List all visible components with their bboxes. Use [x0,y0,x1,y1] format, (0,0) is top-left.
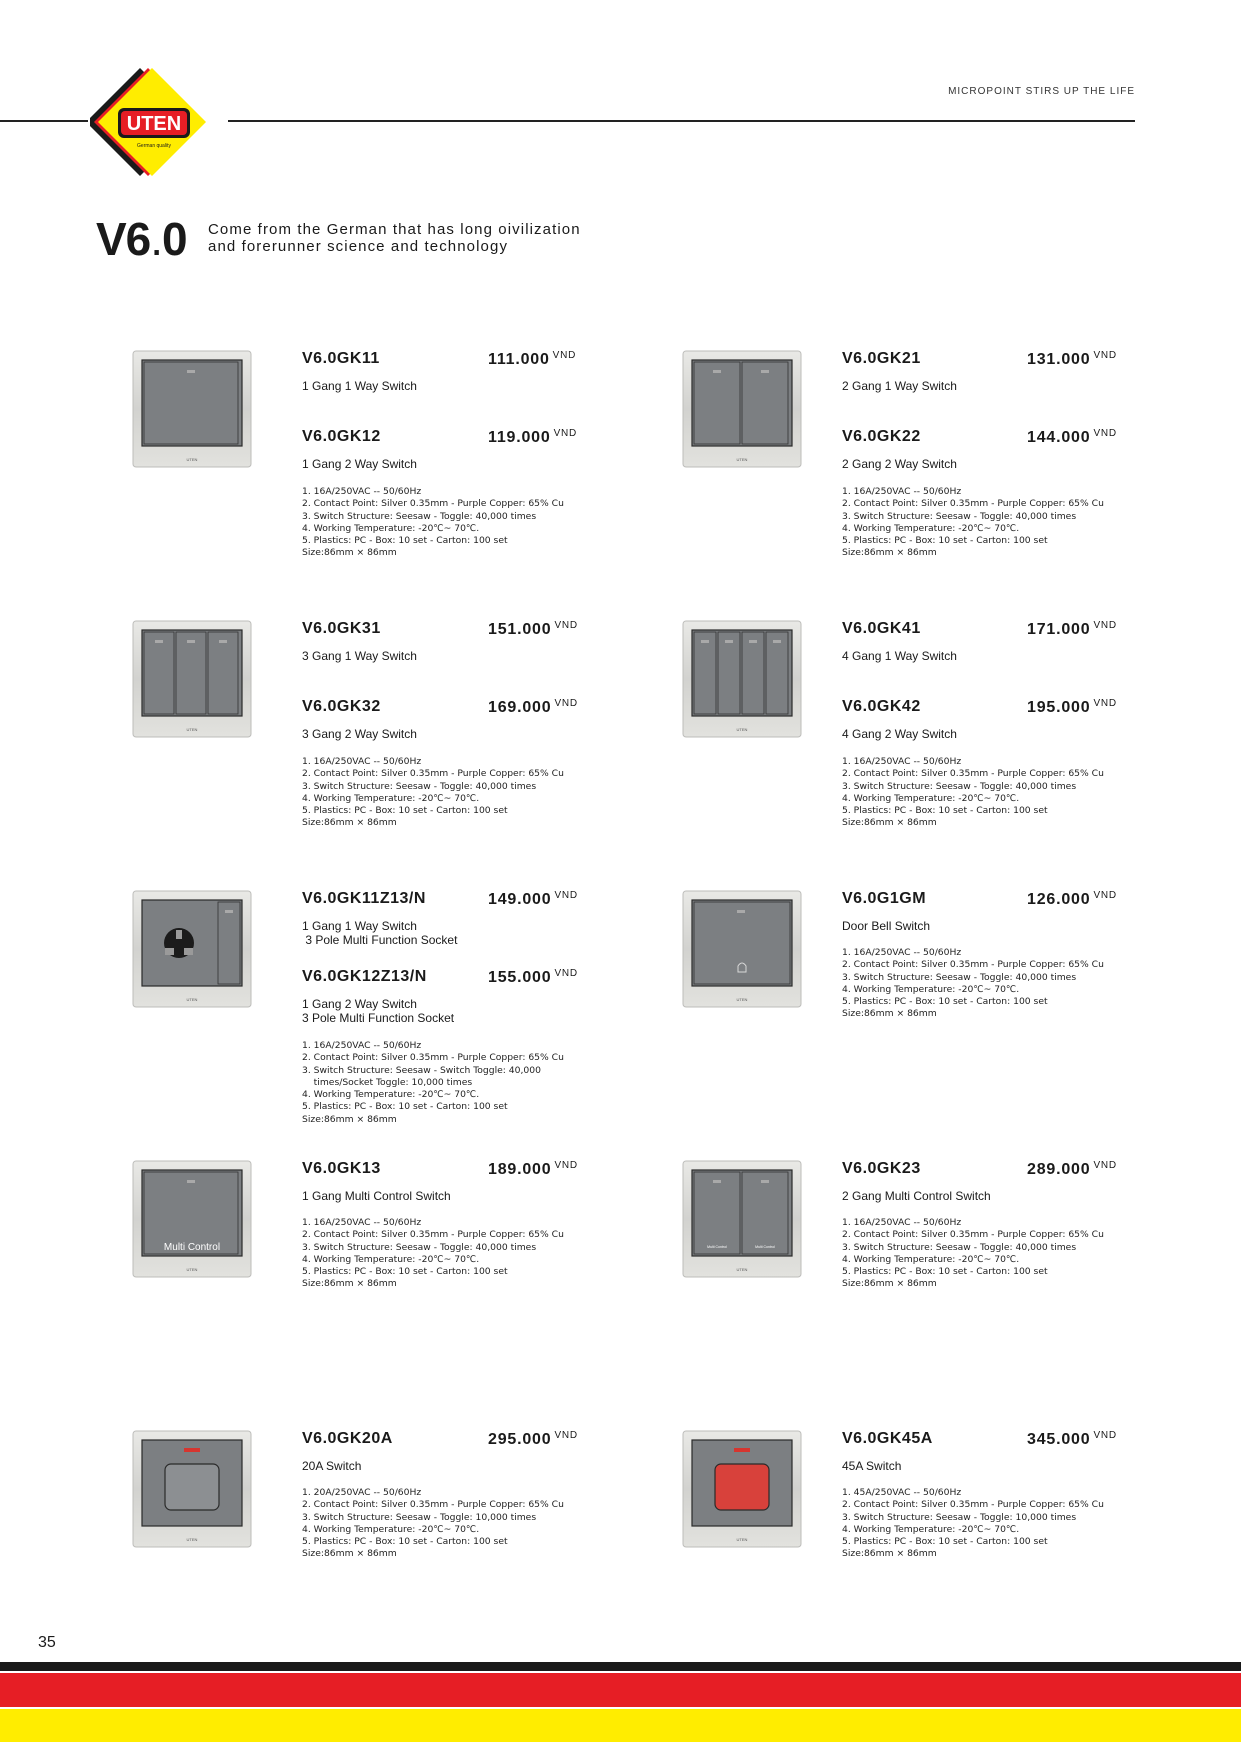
spec-line: 4. Working Temperature: -20℃~ 70℃. [302,522,480,534]
product-price: 131.000 $^{VND}$ [1027,350,1117,368]
page-number: 35 [38,1634,56,1651]
product-description: 2 Gang 1 Way Switch [842,379,957,393]
spec-line: 1. 16A/250VAC -- 50/60Hz [302,1040,422,1051]
svg-text:UTEN: UTEN [186,1537,198,1542]
product-price: 119.000 $^{VND}$ [488,428,578,446]
product-description: 4 Gang 2 Way Switch [842,727,957,741]
spec-line: Size:86mm × 86mm [302,547,397,559]
spec-list [842,756,1104,830]
spec-line: 3. Switch Structure: Seesaw - Toggle: 40,000 times [842,971,1077,983]
product-code: V6.0GK20A [302,1430,393,1447]
spec-list [302,1040,564,1126]
spec-line: Size:86mm × 86mm [842,817,937,829]
product-description: 3 Gang 1 Way Switch [302,649,417,663]
product-price: 111.000 $^{VND}$ [488,350,577,368]
spec-list [842,1487,1104,1561]
product-code: V6.0GK11 [302,350,380,367]
svg-text:UTEN: UTEN [186,727,198,732]
spec-line: 5. Plastics: PC - Box: 10 set - Carton: 100 set [842,996,1048,1008]
svg-text:UTEN: UTEN [186,457,198,462]
tagline: MICROPOINT STIRS UP THE LIFE [948,86,1135,97]
product-description: 2 Gang Multi Control Switch [842,1189,991,1203]
product-code: V6.0GK13 [302,1160,381,1177]
product-price: 151.000 $^{VND}$ [488,620,578,638]
spec-line: 1. 16A/250VAC -- 50/60Hz [842,947,962,958]
product-price: 144.000 $^{VND}$ [1027,428,1117,446]
spec-line: 2. Contact Point: Silver 0.35mm - Purple Copper: 65% Cu [302,498,564,510]
spec-line: times/Socket Toggle: 10,000 times [302,1076,473,1088]
spec-list [302,1217,564,1291]
product-code: V6.0GK12 [302,428,381,445]
product-group-multicontrol-1 [132,1160,578,1400]
spec-list [302,756,564,830]
product-description: 1 Gang 1 Way Switch [302,379,417,393]
product-price: 189.000 $^{VND}$ [488,1160,578,1178]
spec-list [842,1217,1104,1291]
spec-line: 2. Contact Point: Silver 0.35mm - Purple Copper: 65% Cu [842,1229,1104,1241]
spec-line: 3. Switch Structure: Seesaw - Toggle: 40,000 times [842,1241,1077,1253]
product-group-20a [132,1430,578,1670]
spec-list [842,947,1104,1021]
product-description: 3 Gang 2 Way Switch [302,727,417,741]
switch-photo-1-gang [132,350,252,468]
45a-switch-photo [682,1430,802,1548]
spec-line: 1. 16A/250VAC -- 50/60Hz [302,486,422,497]
product-group-2gang [682,350,1122,590]
product-price: 169.000 $^{VND}$ [488,698,578,716]
spec-line: 4. Working Temperature: -20℃~ 70℃. [302,792,480,804]
flag-band-red [0,1673,1241,1707]
spec-list [302,486,564,560]
spec-line: 3. Switch Structure: Seesaw - Toggle: 40,000 times [842,510,1077,522]
spec-line: 5. Plastics: PC - Box: 10 set - Carton: 100 set [302,805,508,817]
spec-line: 2. Contact Point: Silver 0.35mm - Purple Copper: 65% Cu [302,1499,564,1511]
product-code: V6.0GK41 [842,620,921,637]
spec-line: 4. Working Temperature: -20℃~ 70℃. [842,1253,1020,1265]
switch-socket-photo [132,890,252,1008]
svg-text:UTEN: UTEN [736,997,748,1002]
product-code: V6.0GK45A [842,1430,933,1447]
product-price: 155.000 $^{VND}$ [488,968,578,986]
spec-line: 1. 20A/250VAC -- 50/60Hz [302,1487,422,1498]
switch-photo-3-gang [132,620,252,738]
spec-line: Size:86mm × 86mm [842,1278,937,1290]
product-code: V6.0GK23 [842,1160,921,1177]
product-group-socket [132,890,578,1130]
spec-line: 3. Switch Structure: Seesaw - Toggle: 40,000 times [842,780,1077,792]
spec-line: 4. Working Temperature: -20℃~ 70℃. [842,522,1020,534]
spec-line: 3. Switch Structure: Seesaw - Toggle: 10,000 times [842,1511,1077,1523]
product-price: 195.000 $^{VND}$ [1027,698,1117,716]
product-group-3gang [132,620,578,860]
spec-line: 4. Working Temperature: -20℃~ 70℃. [302,1253,480,1265]
product-code: V6.0GK12Z13/N [302,968,427,985]
spec-line: Size:86mm × 86mm [842,1008,937,1020]
product-price: 126.000 $^{VND}$ [1027,890,1117,908]
spec-line: 4. Working Temperature: -20℃~ 70℃. [842,983,1020,995]
spec-line: 2. Contact Point: Silver 0.35mm - Purple Copper: 65% Cu [842,768,1104,780]
spec-line: 1. 16A/250VAC -- 50/60Hz [842,486,962,497]
product-code: V6.0GK42 [842,698,921,715]
product-price: 345.000 $^{VND}$ [1027,1430,1117,1448]
20a-switch-photo [132,1430,252,1548]
spec-line: 3. Switch Structure: Seesaw - Toggle: 40,000 times [302,1241,537,1253]
spec-line: 3. Switch Structure: Seesaw - Toggle: 40,000 times [302,510,537,522]
product-description: 20A Switch [302,1459,362,1473]
product-code: V6.0GK22 [842,428,921,445]
spec-line: 3. Switch Structure: Seesaw - Toggle: 40,000 times [302,780,537,792]
spec-line: 1. 16A/250VAC -- 50/60Hz [842,756,962,767]
doorbell-switch-photo [682,890,802,1008]
svg-text:UTEN: UTEN [186,1267,198,1272]
svg-text:Multi Control: Multi Control [707,1245,727,1249]
product-code: V6.0GK21 [842,350,921,367]
spec-line: 4. Working Temperature: -20℃~ 70℃. [302,1089,480,1101]
product-price: 171.000 $^{VND}$ [1027,620,1117,638]
spec-line: 2. Contact Point: Silver 0.35mm - Purple Copper: 65% Cu [302,1229,564,1241]
spec-line: 2. Contact Point: Silver 0.35mm - Purple Copper: 65% Cu [842,1499,1104,1511]
product-group-4gang [682,620,1122,860]
svg-text:German quality: German quality [137,143,171,149]
svg-text:UTEN: UTEN [736,457,748,462]
spec-line: 5. Plastics: PC - Box: 10 set - Carton: 100 set [842,1266,1048,1278]
svg-text:Multi Control: Multi Control [163,1242,221,1253]
product-description: 4 Gang 1 Way Switch [842,649,957,663]
product-description: 2 Gang 2 Way Switch [842,457,957,471]
product-price: 295.000 $^{VND}$ [488,1430,578,1448]
spec-line: 3. Switch Structure: Seesaw - Switch Toggle: 40,000 [302,1064,541,1076]
product-code: V6.0GK11Z13/N [302,890,426,907]
product-price: 149.000 $^{VND}$ [488,890,578,908]
header-rule-right [228,120,1135,122]
switch-photo-4-gang [682,620,802,738]
spec-line: 1. 16A/250VAC -- 50/60Hz [302,756,422,767]
spec-line: Size:86mm × 86mm [302,1278,397,1290]
multi-control-2-gang-photo [682,1160,802,1278]
product-group-1gang [132,350,578,590]
series-title: V6.0 [96,213,187,265]
svg-text:Multi Control: Multi Control [755,1245,775,1249]
spec-line: 5. Plastics: PC - Box: 10 set - Carton: 100 set [842,1536,1048,1548]
spec-line: 5. Plastics: PC - Box: 10 set - Carton: 100 set [842,805,1048,817]
product-description: 1 Gang 1 Way Switch 3 Pole Multi Function Socket [302,919,458,947]
svg-text:UTEN: UTEN [126,113,182,135]
spec-list [302,1487,564,1561]
product-description: 1 Gang 2 Way Switch [302,457,417,471]
spec-line: Size:86mm × 86mm [842,547,937,559]
spec-line: 5. Plastics: PC - Box: 10 set - Carton: 100 set [302,1536,508,1548]
spec-line: 5. Plastics: PC - Box: 10 set - Carton: 100 set [302,1101,508,1113]
product-description: 45A Switch [842,1459,902,1473]
spec-line: 5. Plastics: PC - Box: 10 set - Carton: 100 set [842,535,1048,547]
spec-line: Size:86mm × 86mm [302,1113,397,1125]
spec-line: 5. Plastics: PC - Box: 10 set - Carton: 100 set [302,535,508,547]
svg-text:UTEN: UTEN [736,1267,748,1272]
product-group-doorbell [682,890,1122,1130]
spec-line: 1. 16A/250VAC -- 50/60Hz [302,1217,422,1228]
flag-band-yellow [0,1709,1241,1742]
spec-line: 5. Plastics: PC - Box: 10 set - Carton: 100 set [302,1266,508,1278]
product-description: 1 Gang 2 Way Switch 3 Pole Multi Function Socket [302,997,455,1025]
spec-line: 1. 45A/250VAC -- 50/60Hz [842,1487,962,1498]
spec-line: 2. Contact Point: Silver 0.35mm - Purple Copper: 65% Cu [842,959,1104,971]
spec-line: 3. Switch Structure: Seesaw - Toggle: 10,000 times [302,1511,537,1523]
svg-text:UTEN: UTEN [736,727,748,732]
spec-line: 2. Contact Point: Silver 0.35mm - Purple Copper: 65% Cu [302,1052,564,1064]
spec-line: 4. Working Temperature: -20℃~ 70℃. [842,1523,1020,1535]
switch-photo-2-gang [682,350,802,468]
product-code: V6.0GK31 [302,620,381,637]
product-group-45a [682,1430,1122,1670]
spec-list [842,486,1104,560]
spec-line: 4. Working Temperature: -20℃~ 70℃. [842,792,1020,804]
product-description: 1 Gang Multi Control Switch [302,1189,451,1203]
product-description: Door Bell Switch [842,919,931,933]
spec-line: Size:86mm × 86mm [842,1548,937,1560]
product-price: 289.000 $^{VND}$ [1027,1160,1117,1178]
flag-band-black [0,1662,1241,1671]
series-description: Come from the German that has long oivilization and forerunner science and technology [208,221,581,255]
multi-control-switch-photo [132,1160,252,1278]
product-group-multicontrol-2 [682,1160,1122,1400]
svg-text:UTEN: UTEN [736,1537,748,1542]
spec-line: 1. 16A/250VAC -- 50/60Hz [842,1217,962,1228]
header-rule-left [0,120,88,122]
uten-logo [90,68,210,178]
product-code: V6.0G1GM [842,890,927,907]
svg-text:UTEN: UTEN [186,997,198,1002]
product-code: V6.0GK32 [302,698,381,715]
spec-line: 2. Contact Point: Silver 0.35mm - Purple Copper: 65% Cu [842,498,1104,510]
spec-line: 2. Contact Point: Silver 0.35mm - Purple Copper: 65% Cu [302,768,564,780]
spec-line: Size:86mm × 86mm [302,1548,397,1560]
spec-line: 4. Working Temperature: -20℃~ 70℃. [302,1523,480,1535]
spec-line: Size:86mm × 86mm [302,817,397,829]
